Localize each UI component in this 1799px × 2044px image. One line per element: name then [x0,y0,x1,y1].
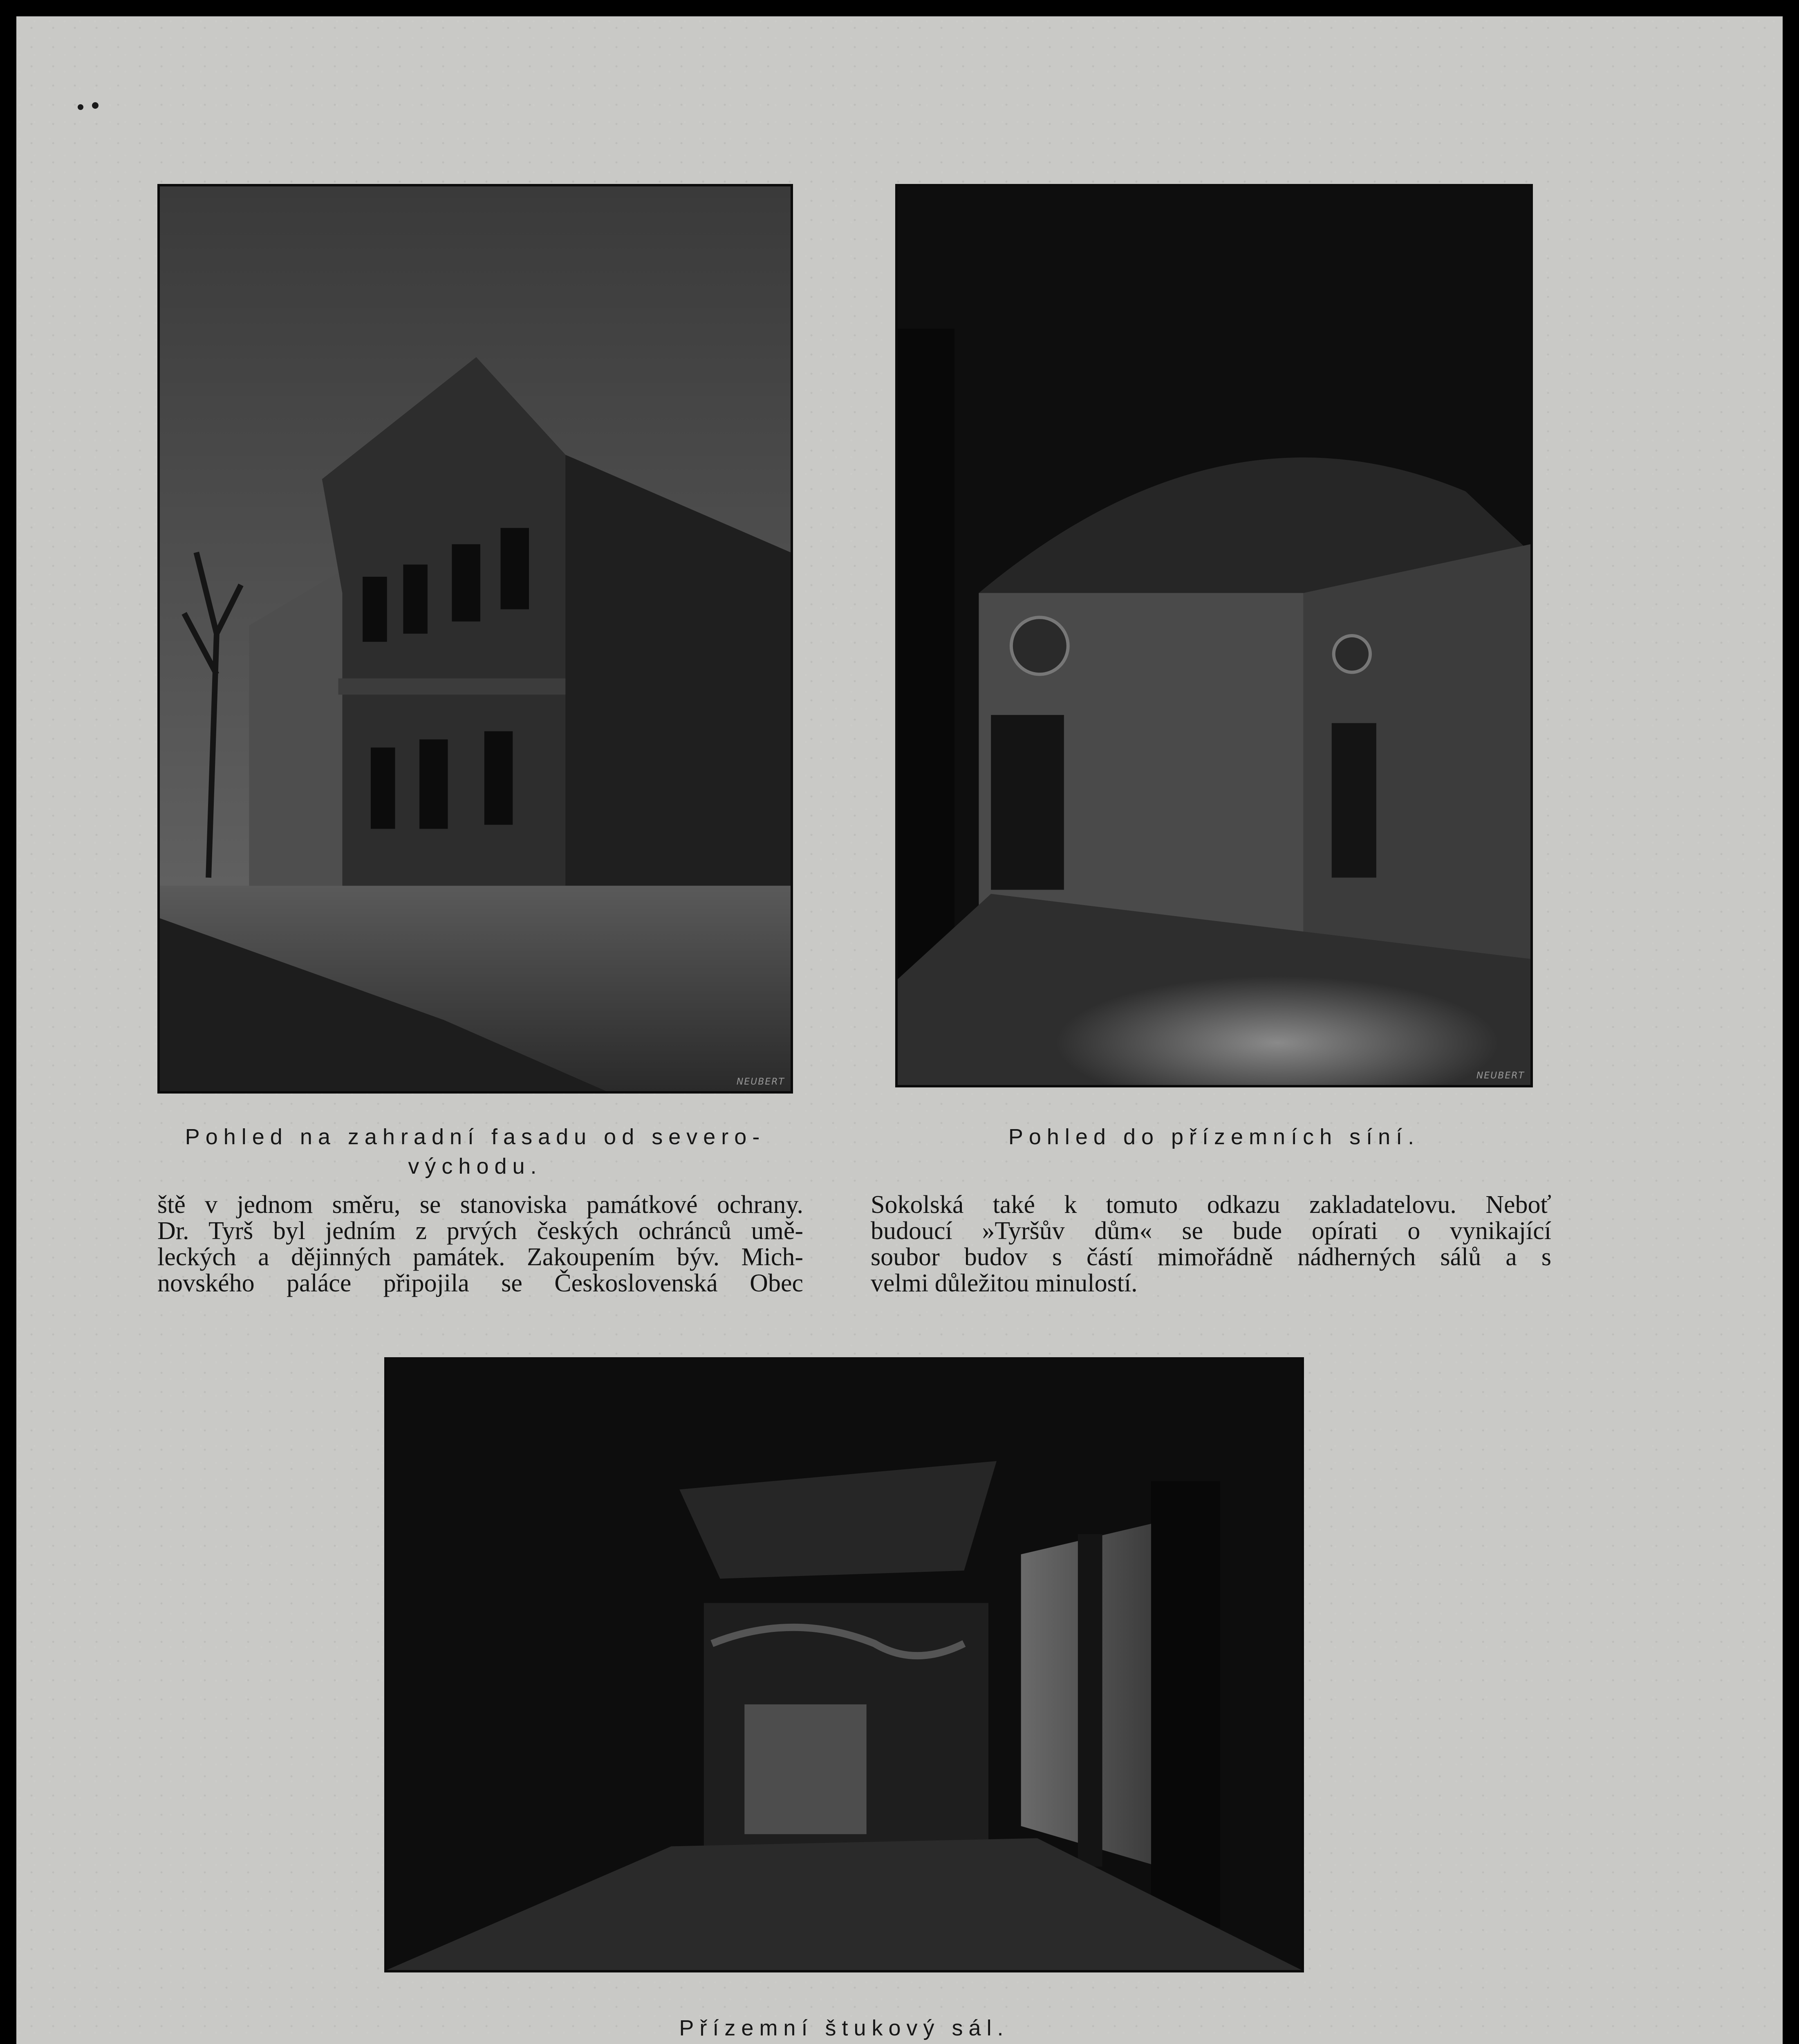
text-line: Sokolská také k tomuto odkazu zakladatelovu. Neboť [871,1191,1551,1219]
body-text-right [871,1192,1551,1296]
photo-stucco-hall [384,1357,1304,1972]
photo-ground-floor-halls [895,184,1533,1087]
speck [78,104,83,110]
caption-ground-floor-halls: Pohled do přízemních síní. [1008,1125,1420,1149]
photographer-mark: NEUBERT [1476,1071,1525,1081]
text-line: ště v jednom směru, se stanoviska památkové ochrany. [157,1191,803,1219]
halls-image [898,186,1530,1085]
stucco-hall-image [387,1360,1302,1970]
text-line: velmi důležitou minulostí. [871,1269,1138,1297]
body-text-left [157,1192,803,1296]
page [16,16,1783,2044]
text-line: budoucí »Tyršův dům« se bude opírati o vynikající [871,1217,1551,1245]
caption-garden-facade: Pohled na zahradní fasadu od severo- východu. [185,1125,766,1179]
photographer-mark: NEUBERT [736,1077,785,1087]
speck [92,102,99,109]
text-line: novského paláce připojila se Československá Obec [157,1269,803,1297]
text-line: Dr. Tyrš byl jedním z prvých českých ochránců umě- [157,1217,803,1245]
photo-garden-facade [157,184,793,1094]
facade-image [160,186,791,1091]
text-line: soubor budov s částí mimořádně nádherných sálů a s [871,1243,1551,1271]
caption-stucco-hall: Přízemní štukový sál. [679,2016,1009,2040]
text-line: leckých a dějinných památek. Zakoupením býv. Mich- [157,1243,803,1271]
